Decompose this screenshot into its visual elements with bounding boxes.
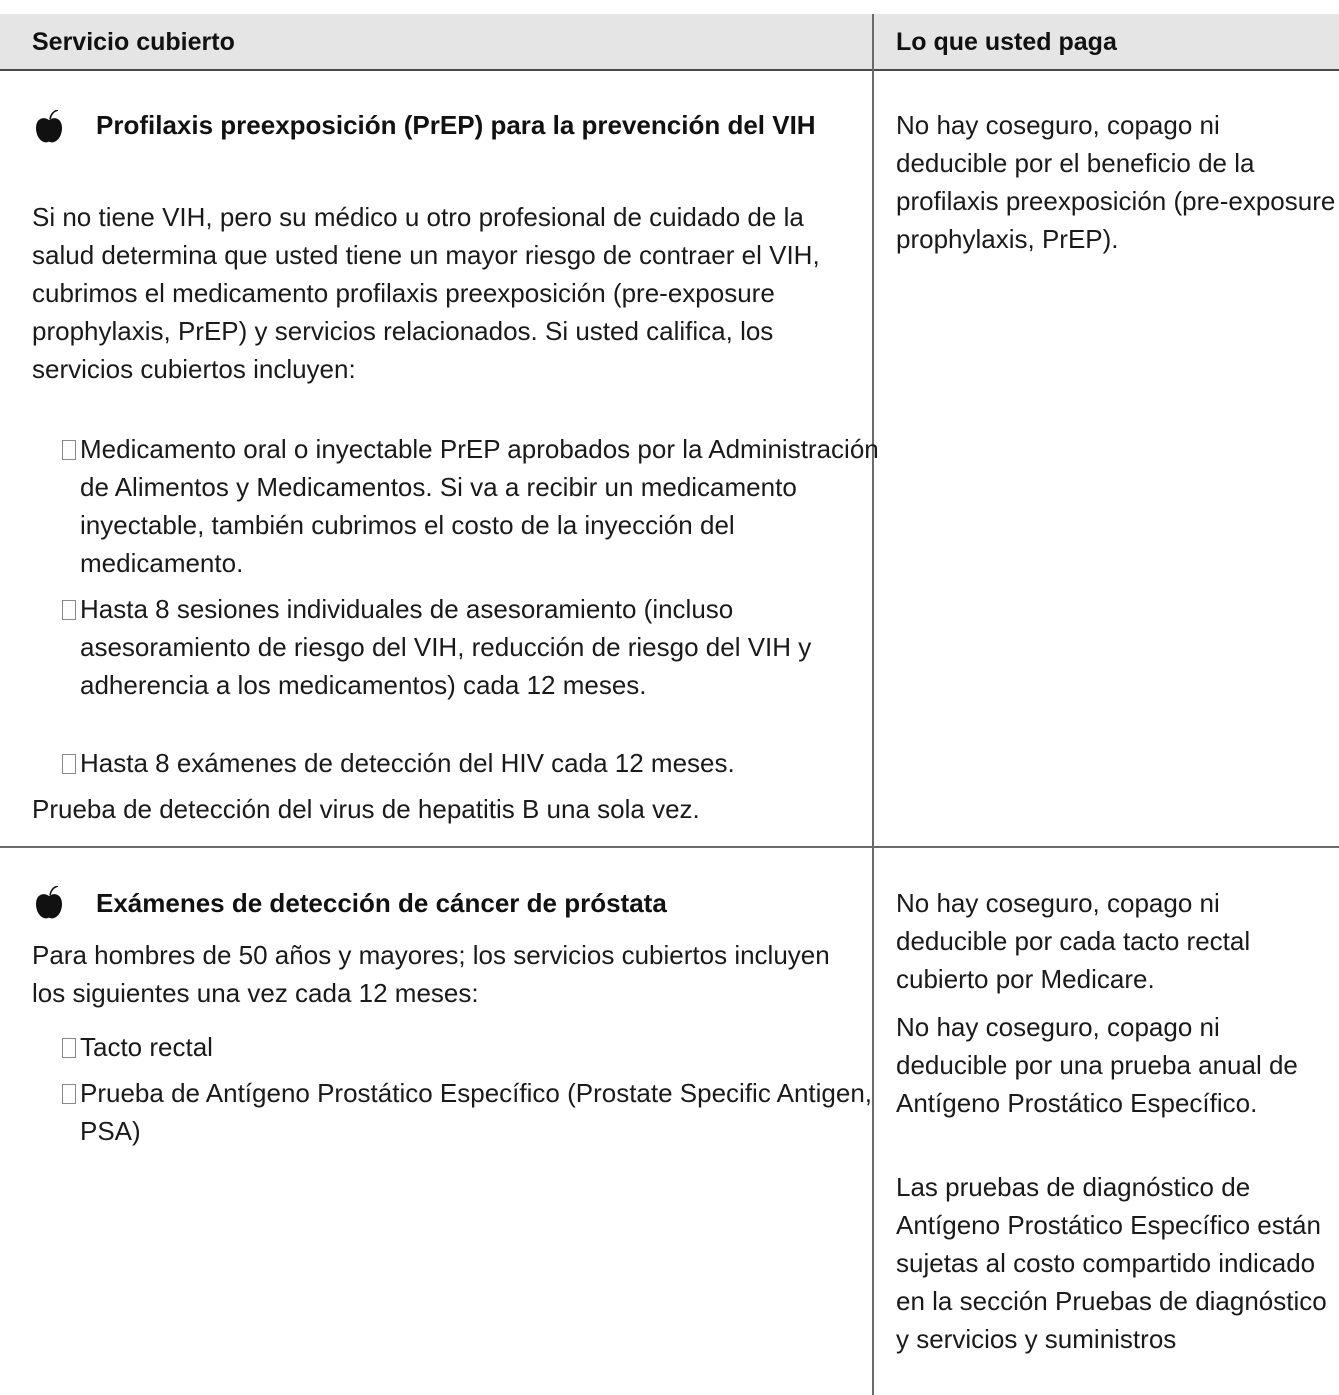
payment-text: No hay coseguro, copago ni deducible por el beneficio de la profilaxis preexposición (pre-exposure prophylaxis, PrEP). xyxy=(896,110,1336,254)
header-what-you-pay: Lo que usted paga xyxy=(896,28,1117,56)
service-intro-prep: Si no tiene VIH, pero su médico u otro profesional de cuidado de la salud determina que usted tiene un mayor riesgo de contraer el VIH, cubrimos el medicamento profilaxis preexposición (pre-exposure prophylaxis, PrEP) y servicios relacionados. Si usted califica, los servicios cubiertos incluyen: xyxy=(32,202,820,384)
column-divider xyxy=(872,14,874,1395)
service-intro-prostate: Para hombres de 50 años y mayores; los servicios cubiertos incluyen los siguientes una vez cada 12 meses: xyxy=(32,940,830,1008)
list-item: Medicamento oral o inyectable PrEP aprobados por la Administración de Alimentos y Medicamentos. Si va a recibir un medicamento inyectable, también cubrimos el costo de la inyección del medicamento. xyxy=(62,430,880,582)
bullet-box-icon xyxy=(62,600,76,620)
bullet-box-icon xyxy=(62,754,76,774)
row-divider xyxy=(0,846,1339,848)
service-title-prostate: Exámenes de detección de cáncer de próstata xyxy=(96,888,667,918)
service-title-prep: Profilaxis preexposición (PrEP) para la prevención del VIH xyxy=(96,110,816,140)
header-covered-service: Servicio cubierto xyxy=(32,28,235,56)
payment-text: Las pruebas de diagnóstico de Antígeno Prostático Específico están sujetas al costo compartido indicado en la sección Pruebas de diagnóstico y servicios y suministros xyxy=(896,1172,1327,1354)
apple-icon xyxy=(34,886,64,920)
bullet-box-icon xyxy=(62,1038,76,1058)
bullet-box-icon xyxy=(62,1084,76,1104)
apple-icon xyxy=(34,110,64,144)
list-item: Tacto rectal xyxy=(62,1028,880,1066)
list-item: Hasta 8 sesiones individuales de asesoramiento (incluso asesoramiento de riesgo del VIH, reducción de riesgo del VIH y adherencia a los medicamentos) cada 12 meses. xyxy=(62,590,880,704)
service-closing-prep: Prueba de detección del virus de hepatitis B una sola vez. xyxy=(32,794,700,824)
list-item: Hasta 8 exámenes de detección del HIV cada 12 meses. xyxy=(62,744,880,782)
payment-text: No hay coseguro, copago ni deducible por una prueba anual de Antígeno Prostático Específico. xyxy=(896,1012,1298,1118)
list-item: Prueba de Antígeno Prostático Específico (Prostate Specific Antigen, PSA) xyxy=(62,1074,880,1150)
payment-text: No hay coseguro, copago ni deducible por cada tacto rectal cubierto por Medicare. xyxy=(896,888,1251,994)
bullet-box-icon xyxy=(62,440,76,460)
